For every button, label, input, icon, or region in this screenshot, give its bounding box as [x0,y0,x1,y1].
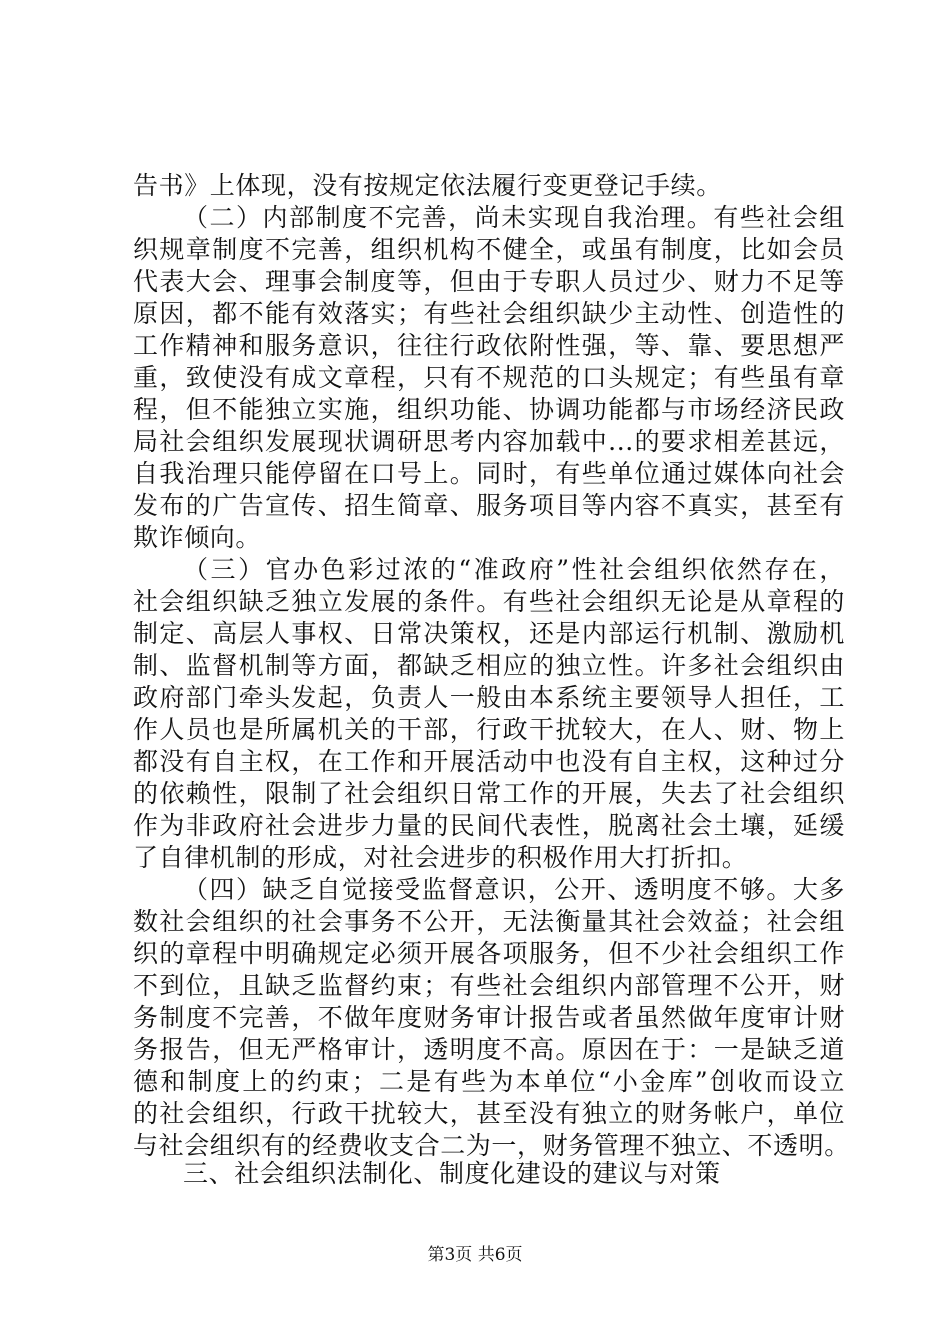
text-line: 织规章制度不完善，组织机构不健全，或虽有制度，比如会员 [133,235,845,264]
text-line: 重，致使没有成文章程，只有不规范的口头规定；有些虽有章 [133,363,845,392]
text-line: 作人员也是所属机关的干部，行政干扰较大，在人、财、物上 [133,715,845,744]
text-line: 制、监督机制等方面，都缺乏相应的独立性。许多社会组织由 [133,651,845,680]
text-line: 政府部门牵头发起，负责人一般由本系统主要领导人担任，工 [133,683,845,712]
text-line: 局社会组织发展现状调研思考内容加载中...的要求相差甚远， [133,427,845,456]
text-line: 程，但不能独立实施，组织功能、协调功能都与市场经济民政 [133,395,845,424]
text-line: 自我治理只能停留在口号上。同时，有些单位通过媒体向社会 [133,459,845,488]
text-line: 织的章程中明确规定必须开展各项服务，但不少社会组织工作 [133,939,845,968]
text-line: 务报告，但无严格审计，透明度不高。原因在于：一是缺乏道 [133,1035,845,1064]
page-footer: 第3页 共6页 [427,1245,523,1265]
text-line: 了自律机制的形成，对社会进步的积极作用大打折扣。 [133,843,748,872]
text-line: 都没有自主权，在工作和开展活动中也没有自主权，这种过分 [133,747,845,776]
body-text [133,170,850,1162]
text-line: 代表大会、理事会制度等，但由于专职人员过少、财力不足等 [133,267,845,296]
text-line: 与社会组织有的经费收支合二为一，财务管理不独立、不透明。 [133,1131,850,1160]
text-line: 告书》上体现，没有按规定依法履行变更登记手续。 [133,171,722,200]
text-line: （二）内部制度不完善，尚未实现自我治理。有些社会组 [183,203,845,232]
text-line: 制定、高层人事权、日常决策权，还是内部运行机制、激励机 [133,619,845,648]
text-line: 数社会组织的社会事务不公开，无法衡量其社会效益；社会组 [133,907,845,936]
text-line: 工作精神和服务意识，往往行政依附性强，等、靠、要思想严 [133,331,845,360]
text-line: 社会组织缺乏独立发展的条件。有些社会组织无论是从章程的 [133,587,845,616]
text-line: 欺诈倾向。 [133,523,262,552]
text-line: 的社会组织，行政干扰较大，甚至没有独立的财务帐户，单位 [133,1099,845,1128]
text-line: 不到位，且缺乏监督约束；有些社会组织内部管理不公开，财 [133,971,845,1000]
text-line: （四）缺乏自觉接受监督意识，公开、透明度不够。大多 [183,875,845,904]
text-line: 德和制度上的约束；二是有些为本单位“小金库”创收而设立 [133,1067,845,1096]
section-heading: 三、社会组织法制化、制度化建设的建议与对策 [183,1159,721,1188]
text-line: 的依赖性，限制了社会组织日常工作的开展，失去了社会组织 [133,779,845,808]
text-line: 原因，都不能有效落实；有些社会组织缺少主动性、创造性的 [133,299,845,328]
text-line: （三）官办色彩过浓的“准政府”性社会组织依然存在， [183,555,845,584]
text-line: 发布的广告宣传、招生简章、服务项目等内容不真实，甚至有 [133,491,845,520]
text-line: 务制度不完善，不做年度财务审计报告或者虽然做年度审计财 [133,1003,845,1032]
text-line: 作为非政府社会进步力量的民间代表性，脱离社会土壤，延缓 [133,811,845,840]
